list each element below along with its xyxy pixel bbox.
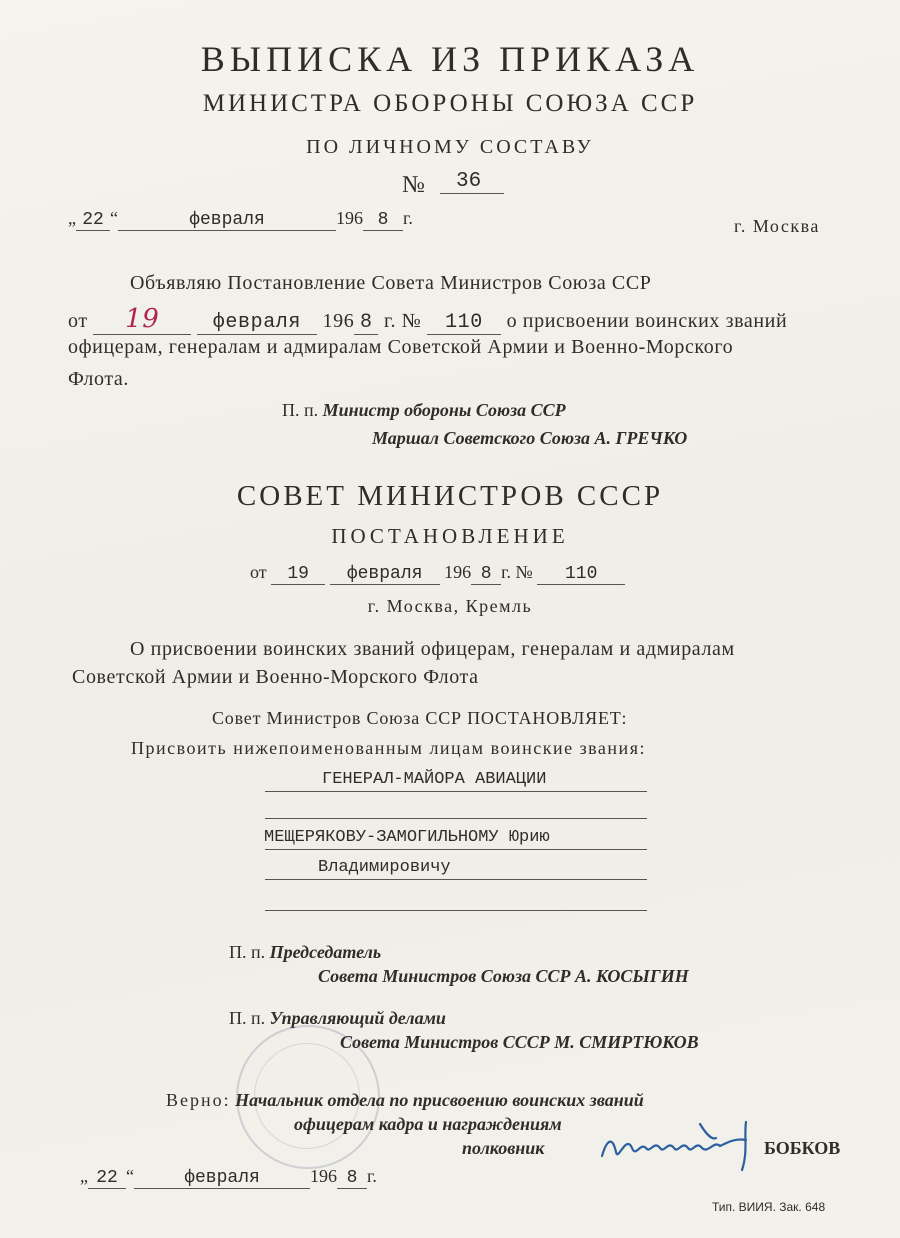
order-date-year-digit: 8 [363, 210, 403, 231]
pp-label: П. п. [229, 942, 266, 962]
number-label: № [515, 562, 533, 582]
ot-label: от [68, 310, 88, 332]
announcement-line-2 [68, 304, 787, 335]
certification-title-2: офицерам кадра и награждениям [294, 1114, 562, 1134]
chairman-signature-line-1 [229, 942, 381, 963]
assignee-name-line-2: Владимировичу [318, 858, 451, 877]
manager-name: Совета Министров СССР М. СМИРТЮКОВ [340, 1032, 699, 1052]
resolution-month: февраля [330, 564, 440, 585]
certification-line-1 [166, 1090, 644, 1111]
announcement-line-2-tail: о присвоении воинских званий [506, 310, 788, 332]
verno-label: Верно: [166, 1090, 231, 1110]
certification-rank [462, 1138, 544, 1159]
certifier-surname: БОБКОВ [764, 1138, 841, 1158]
resolution-date [250, 562, 625, 585]
year-suffix: г. [501, 562, 511, 582]
chairman-signature-line-2 [318, 966, 689, 987]
blank-underline [265, 818, 647, 819]
name-underline-1 [265, 849, 647, 850]
chairman-role: Председатель [269, 942, 382, 962]
minister-name: Маршал Советского Союза А. ГРЕЧКО [372, 428, 688, 448]
footer-date [80, 1166, 377, 1189]
resolution-subject-line-1: О присвоении воинских званий офицерам, генералам и адмиралам [130, 638, 735, 660]
resolution-decree-line: Совет Министров Союза ССР ПОСТАНОВЛЯЕТ: [212, 708, 628, 728]
ot-label: от [250, 562, 267, 582]
chairman-name: Совета Министров Союза ССР А. КОСЫГИН [318, 966, 689, 986]
resolution-assign-line: Присвоить нижепоименованным лицам воинские звания: [131, 738, 646, 758]
year-suffix: г. [403, 208, 413, 228]
manager-signature-line-2 [340, 1032, 699, 1053]
name-underline-2 [265, 879, 647, 880]
order-date [68, 208, 413, 231]
document-subtitle: МИНИСТРА ОБОРОНЫ СОЮЗА ССР [202, 90, 698, 117]
assigned-rank: ГЕНЕРАЛ-МАЙОРА АВИАЦИИ [322, 770, 547, 789]
assignee-name-line-1: МЕЩЕРЯКОВУ-ЗАМОГИЛЬНОМУ Юрию [264, 828, 550, 847]
footer-date-day: 22 [88, 1168, 126, 1189]
order-date-day: 22 [76, 210, 110, 231]
resolution-day: 19 [271, 564, 325, 585]
quote-open: „ [80, 1166, 88, 1186]
footer-date-month: февраля [134, 1168, 310, 1189]
announcement-year-digit: 8 [354, 311, 378, 335]
year-suffix: г. № [383, 310, 422, 332]
document-subtitle-2: ПО ЛИЧНОМУ СОСТАВУ [306, 136, 594, 158]
year-suffix: г. [367, 1166, 377, 1186]
resolution-subject-line-2: Советской Армии и Военно-Морского Флота [72, 666, 479, 688]
resolution-place: г. Москва, Кремль [367, 596, 533, 616]
minister-signature-line-2 [372, 428, 687, 449]
certification-line-2 [294, 1114, 562, 1135]
pp-label: П. п. [229, 1008, 266, 1028]
order-city: г. Москва [734, 216, 820, 236]
document-title: ВЫПИСКА ИЗ ПРИКАЗА [200, 39, 700, 79]
quote-close: “ [110, 208, 118, 228]
announcement-number: 110 [427, 311, 501, 335]
blank-underline-2 [265, 910, 647, 911]
resolution-number: 110 [537, 564, 625, 585]
year-prefix: 196 [336, 208, 363, 228]
announcement-day: 19 [93, 304, 191, 335]
minister-signature-line-1 [282, 400, 566, 421]
order-number-label: № [402, 172, 425, 198]
manager-role: Управляющий делами [269, 1008, 446, 1028]
council-title: СОВЕТ МИНИСТРОВ СССР [236, 480, 664, 512]
order-number: 36 [440, 170, 504, 194]
footer-date-year-digit: 8 [337, 1168, 367, 1189]
minister-role: Министр обороны Союза ССР [322, 400, 566, 420]
manager-signature-line-1 [229, 1008, 446, 1029]
quote-open: „ [68, 208, 76, 228]
resolution-doc-type: ПОСТАНОВЛЕНИЕ [331, 524, 569, 548]
order-date-month: февраля [118, 210, 336, 231]
announcement-month: февраля [197, 311, 317, 335]
year-prefix: 196 [444, 562, 472, 582]
announcement-line-4: Флота. [68, 368, 129, 390]
announcement-line-1: Объявляю Постановление Совета Министров Союза ССР [130, 272, 652, 294]
year-prefix: 196 [322, 310, 355, 332]
certification-title-1: Начальник отдела по присвоению воинских званий [235, 1090, 644, 1110]
pp-label: П. п. [282, 400, 319, 420]
handwritten-signature [596, 1112, 786, 1172]
resolution-year-digit: 8 [471, 564, 501, 585]
quote-close: “ [126, 1166, 134, 1186]
year-prefix: 196 [310, 1166, 337, 1186]
rank-underline [265, 791, 647, 792]
announcement-line-3: офицерам, генералам и адмиралам Советской Армии и Военно-Морского [68, 336, 734, 358]
certifier-rank: полковник [462, 1138, 545, 1158]
print-mark: Тип. ВИИЯ. Зак. 648 [712, 1200, 826, 1214]
